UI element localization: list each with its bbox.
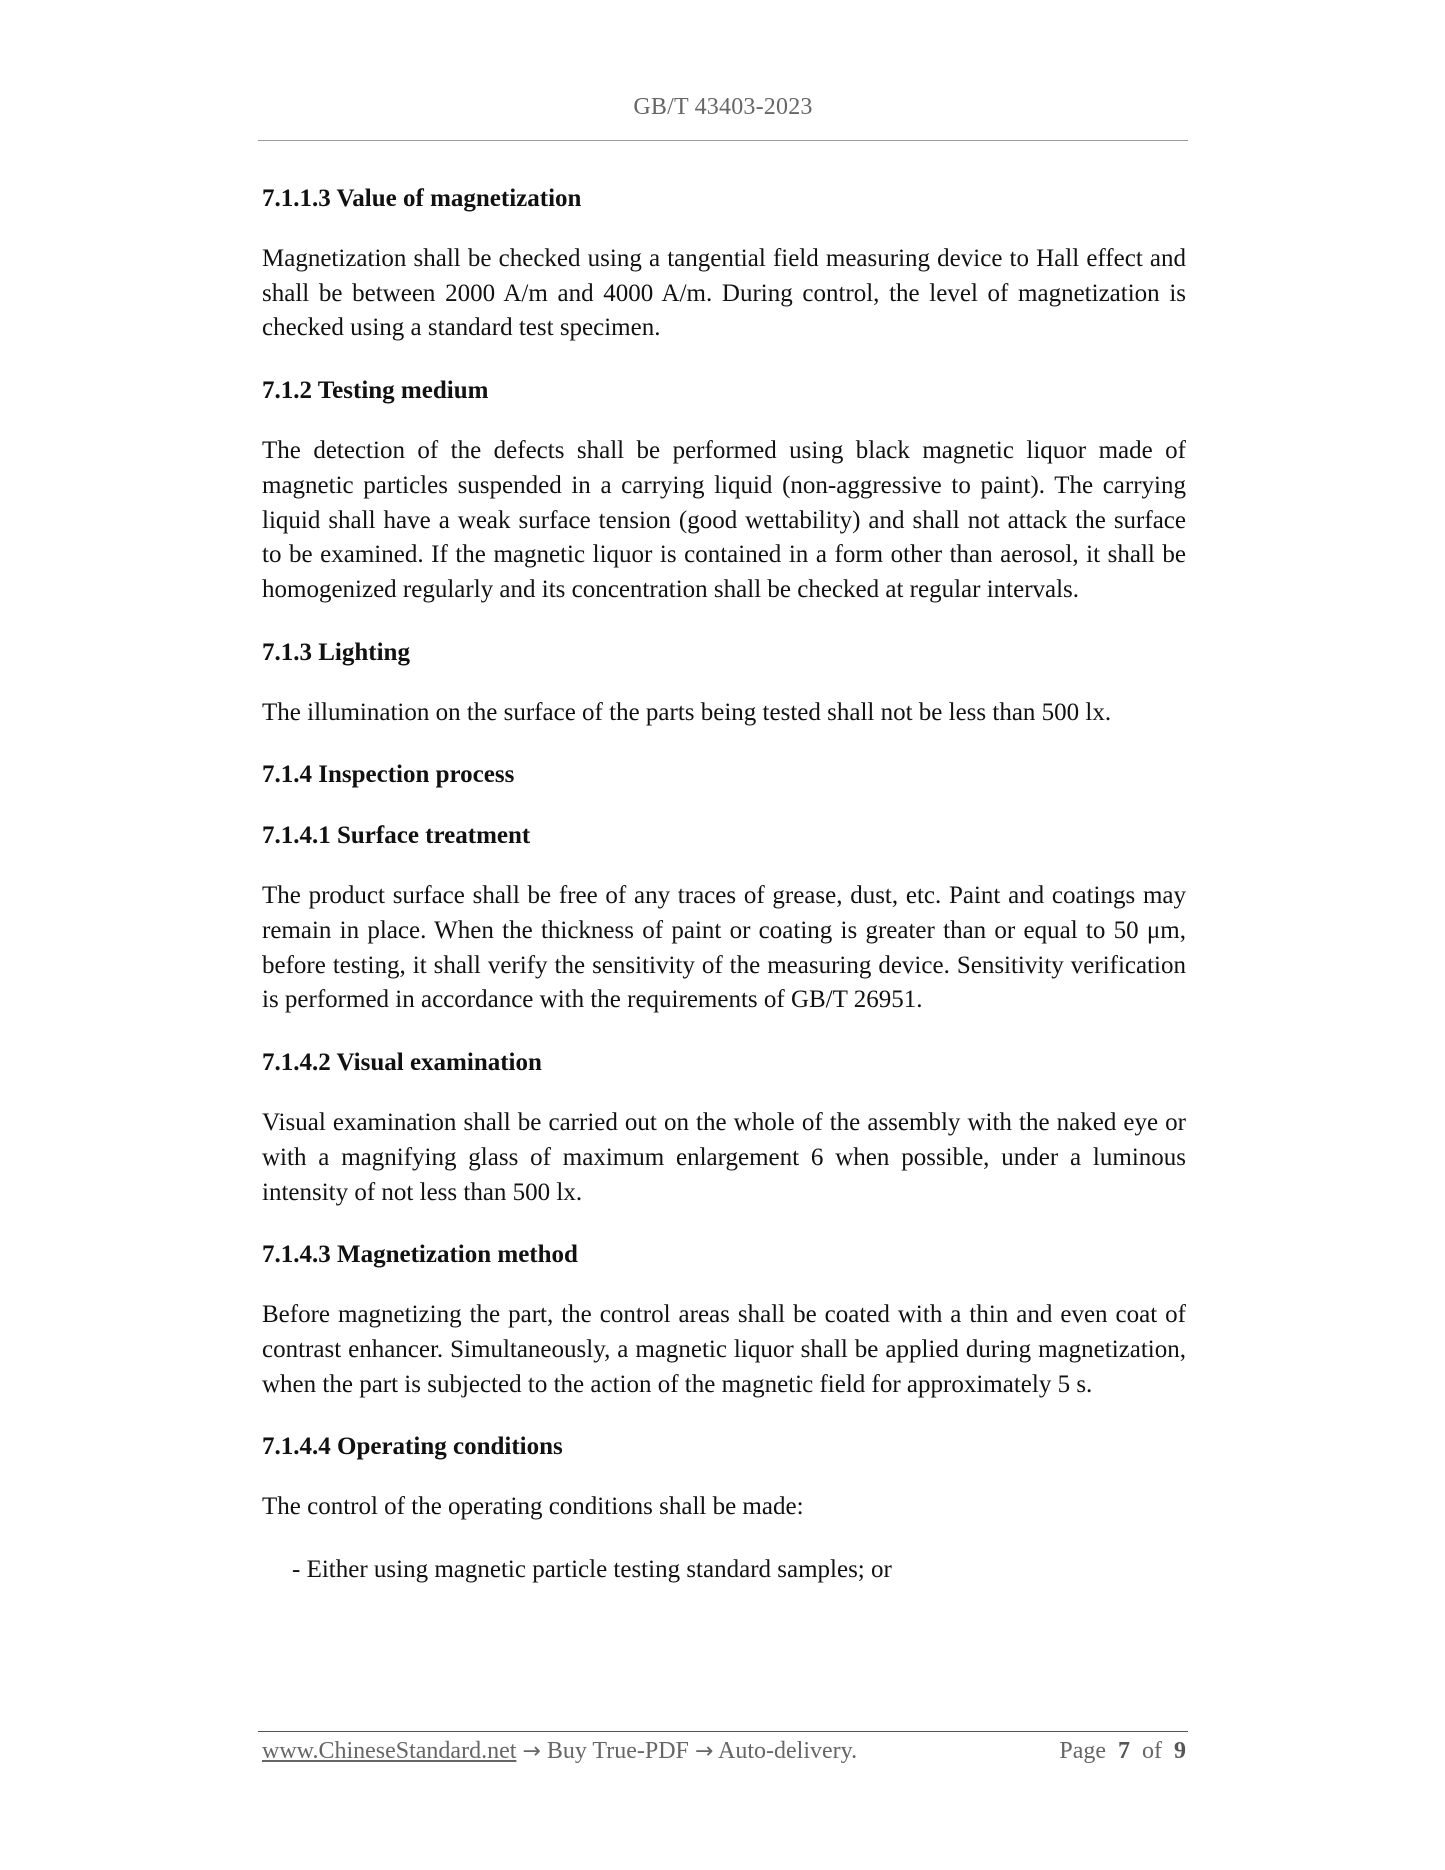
- auto-delivery-text: Auto-delivery.: [718, 1738, 858, 1764]
- section-heading: 7.1.4.1 Surface treatment: [262, 822, 531, 850]
- page-total: 9: [1174, 1738, 1186, 1764]
- page-content: [262, 181, 1186, 1587]
- of-word: of: [1142, 1738, 1162, 1764]
- body-paragraph: The illumination on the surface of the parts being tested shall not be less than 500 lx.: [262, 698, 1112, 726]
- page-number: [1059, 1733, 1186, 1769]
- section-heading: 7.1.4 Inspection process: [262, 761, 515, 789]
- body-paragraph: The detection of the defects shall be performed using black magnetic liquor made of magnetic particles suspended in a carrying liquid (non-aggressive to paint). The carrying liquid shall have a weak surface tension (good wettability) and shall not attack the surface to be examined. If the magnetic liquor is contained in a form other than aerosol, it shall be homogenized regularly and its concentration shall be checked at regular intervals.: [262, 437, 1186, 603]
- website-link[interactable]: www.ChineseStandard.net: [262, 1738, 517, 1764]
- buy-pdf-text: Buy True-PDF: [546, 1738, 689, 1764]
- arrow-right-icon: →: [522, 1739, 541, 1764]
- section-heading: 7.1.1.3 Value of magnetization: [262, 185, 582, 212]
- body-paragraph: The control of the operating conditions shall be made:: [262, 1493, 804, 1521]
- page-footer: [262, 1733, 1186, 1769]
- running-header: GB/T 43403-2023: [633, 94, 813, 120]
- footer-rule: [258, 1731, 1188, 1732]
- list-item: - Either using magnetic particle testing standard samples; or: [292, 1556, 892, 1584]
- body-paragraph: The product surface shall be free of any traces of grease, dust, etc. Paint and coatings may remain in place. When the thickness of paint or coating is greater than or equal to 50 μm, before testing, it shall verify the sensitivity of the measuring device. Sensitivity verification is performed in accordance with the requirements of GB/T 26951.: [262, 882, 1186, 1014]
- section-heading: 7.1.4.4 Operating conditions: [262, 1433, 563, 1461]
- body-paragraph: Visual examination shall be carried out on the whole of the assembly with the naked eye or with a magnifying glass of maximum enlargement 6 when possible, under a luminous intensity of not less than 500 lx.: [262, 1109, 1186, 1206]
- section-heading: 7.1.4.3 Magnetization method: [262, 1241, 578, 1269]
- section-heading: 7.1.2 Testing medium: [262, 377, 489, 405]
- page-current: 7: [1118, 1738, 1130, 1764]
- header-rule: [258, 140, 1188, 141]
- body-paragraph: Magnetization shall be checked using a tangential field measuring device to Hall effect and shall be between 2000 A/m and 4000 A/m. During control, the level of magnetization is checked using a standard test specimen.: [262, 245, 1186, 342]
- arrow-right-icon: →: [694, 1739, 714, 1764]
- page-word: Page: [1059, 1738, 1106, 1764]
- section-heading: 7.1.3 Lighting: [262, 638, 410, 666]
- footer-promo: [262, 1733, 857, 1770]
- body-paragraph: Before magnetizing the part, the control areas shall be coated with a thin and even coat of contrast enhancer. Simultaneously, a magnetic liquor shall be applied during magnetization, when the part is subjected to the action of the magnetic field for approximately 5 s.: [262, 1301, 1186, 1398]
- section-heading: 7.1.4.2 Visual examination: [262, 1049, 542, 1077]
